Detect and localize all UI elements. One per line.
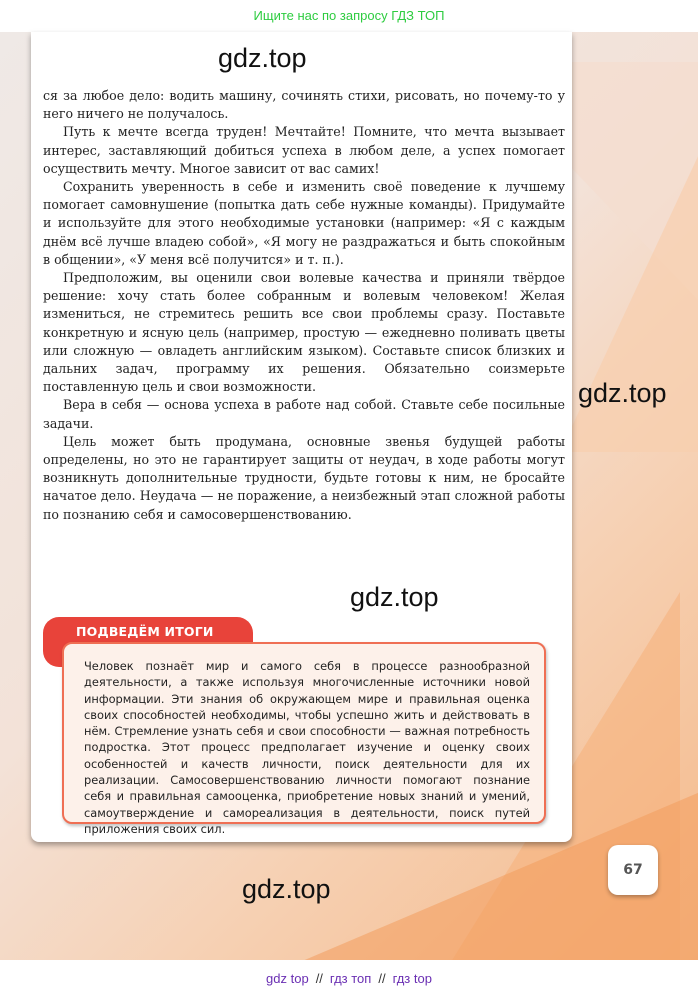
paragraph: Вера в себя — основа успеха в работе над собой. Ставьте себе посильные задачи. <box>43 397 565 431</box>
summary-text: Человек познаёт мир и самого себя в процессе разнообразной деятельности, а также используя многочисленные источники новой информации. Эти знания об окружающем мире и правильная оценка своих способностей необходимы, чтобы успешно жить и действовать в нём. Стремление узнать себя и свои способности — важная потребность подростка. Этот процесс предполагает изучение и оценку своих особенностей и качеств личности, поиск деятельности для их реализации. Самосовершенствованию личности помогают познание себя и правильная самооценка, приобретение новых знаний и умений, самоутверждение и самореализация в деятельности, поиск путей приложения своих сил. <box>84 659 530 836</box>
paragraph: Цель может быть продумана, основные звенья будущей работы определены, но это не гарантирует защиты от неудач, в ходе работы могут возникнуть дополнительные трудности, будьте готовы к ним, не бросайте начатое дело. Неудача — не поражение, а неизбежный этап сложной работы по познанию себя и самосовершенствованию. <box>43 433 565 522</box>
paragraph: Предположим, вы оценили свои волевые качества и приняли твёрдое решение: хочу стать более собранным и волевым человеком! Желая измениться, не стремитесь решить все свои проблемы сразу. Поставьте конкретную и ясную цель (например, простую — ежедневно поливать цветы или сложную — овладеть английским языком). Составьте список близких и дальних задач, программу их решения. Обязательно соизмерьте поставленную цель и свои возможности. <box>43 270 565 395</box>
top-banner[interactable]: Ищите нас по запросу ГДЗ ТОП <box>0 0 698 32</box>
paragraph: Путь к мечте всегда труден! Мечтайте! Помните, что мечта вызывает интерес, заставляющий добиться успеха в любом деле, а успех помогает осуществить мечту. Многое зависит от вас самих! <box>43 124 565 176</box>
footer-separator: // <box>378 971 386 986</box>
page-number: 67 <box>608 845 658 895</box>
footer-link[interactable]: гдз top <box>392 971 432 986</box>
paragraph: Сохранить уверенность в себе и изменить своё поведение к лучшему помогает самовнушение (попытка дать себе нужные команды). Придумайте и используйте для этого необходимые установки (например: «Я с каждым днём всё лучше владею собой», «Я могу не раздражаться и быть спокойным в общении», «У меня всё получится» и т. п.). <box>43 179 565 267</box>
watermark: gdz.top <box>242 874 331 904</box>
paragraph: ся за любое дело: водить машину, сочинять стихи, рисовать, но почему-то у него ничего не получалось. <box>43 88 565 122</box>
summary-title: ПОДВЕДЁМ ИТОГИ <box>76 624 214 639</box>
watermark: gdz.top <box>218 43 307 73</box>
footer <box>0 960 698 997</box>
watermark: gdz.top <box>578 378 667 408</box>
footer-link[interactable]: гдз топ <box>329 971 372 986</box>
footer-separator: // <box>315 971 323 986</box>
footer-link[interactable]: gdz top <box>266 971 309 986</box>
body-text <box>43 87 565 524</box>
summary-box <box>62 642 546 836</box>
watermark: gdz.top <box>350 582 439 612</box>
